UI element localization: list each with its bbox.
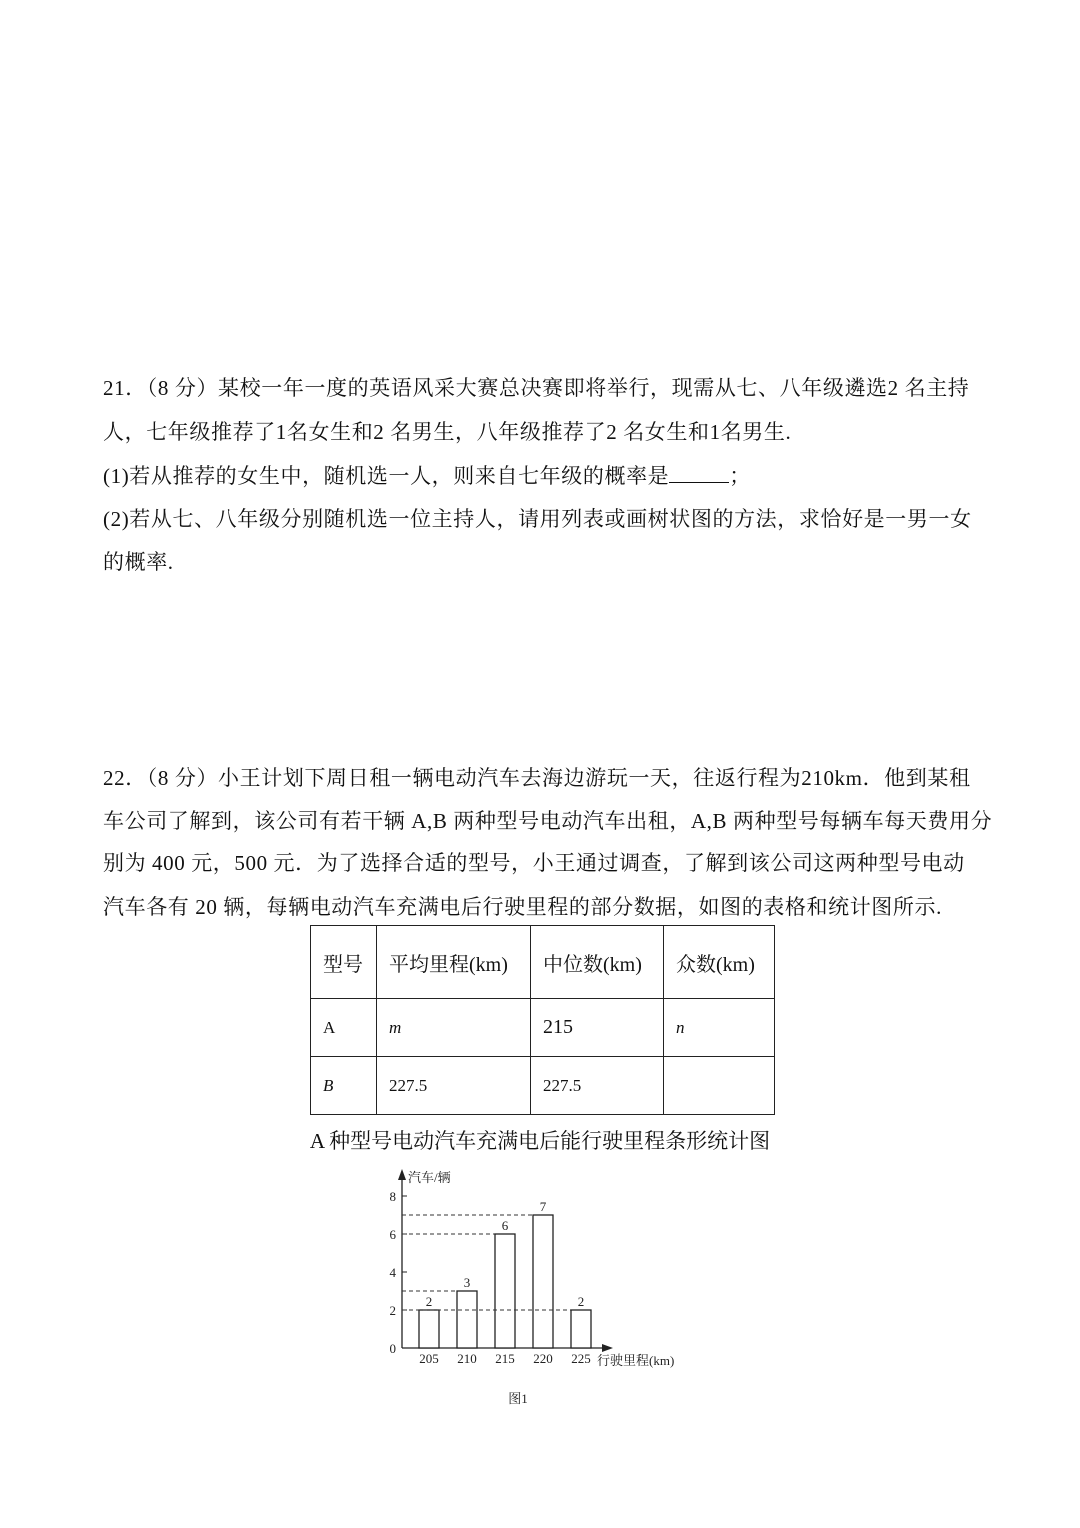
y-tick-label: 0 (389, 1341, 396, 1356)
q21-part-1-text: (1)若从推荐的女生中，随机选一人，则来自七年级的概率是 (103, 464, 670, 488)
bar (495, 1234, 515, 1348)
x-tick-label: 215 (495, 1351, 515, 1366)
table-cell: 215 (531, 999, 664, 1057)
y-axis-arrow-icon (398, 1169, 406, 1180)
q21-line-1: 21．（8 分）某校一年一度的英语风采大赛总决赛即将举行，现需从七、八年级遴选2 名主持 (103, 376, 970, 400)
x-tick-label: 210 (457, 1351, 477, 1366)
data-label: 2 (577, 1294, 585, 1309)
y-axis-label: 汽车/辆 (408, 1170, 451, 1185)
bar (457, 1291, 477, 1348)
y-tick-label: 2 (389, 1303, 396, 1318)
header-cell: 型号 (311, 926, 377, 999)
y-tick-label: 4 (389, 1265, 396, 1280)
semicolon: ； (729, 464, 751, 488)
q22-line-4: 汽车各有 20 辆，每辆电动汽车充满电后行驶里程的部分数据，如图的表格和统计图所示. (103, 895, 942, 919)
x-tick-label: 225 (571, 1351, 591, 1366)
x-axis-label: 行驶里程(km) (597, 1353, 675, 1368)
bar (533, 1215, 553, 1348)
bar (419, 1310, 439, 1348)
x-tick-label: 220 (533, 1351, 553, 1366)
table-cell: A (311, 999, 377, 1057)
x-axis-arrow-icon (602, 1344, 613, 1352)
y-tick-label: 8 (389, 1189, 396, 1204)
y-tick-label: 6 (389, 1227, 396, 1242)
figure-label: 图1 (508, 1391, 528, 1406)
data-label: 7 (539, 1199, 547, 1214)
q21-line-2: 人，七年级推荐了1名女生和2 名男生，八年级推荐了2 名女生和1名男生. (103, 420, 792, 444)
data-label: 2 (425, 1294, 433, 1309)
q21-part-2: (2)若从七、八年级分别随机选一位主持人，请用列表或画树状图的方法，求恰好是一男一女 (103, 507, 972, 531)
data-label: 6 (501, 1218, 509, 1233)
bar (571, 1310, 591, 1348)
table-cell: n (664, 999, 775, 1057)
data-label: 3 (463, 1275, 471, 1290)
q21-line-5: 的概率. (103, 550, 174, 574)
header-cell: 众数(km) (664, 926, 775, 999)
q22-line-2: 车公司了解到，该公司有若干辆 A,B 两种型号电动汽车出租，A,B 两种型号每辆车每天费用分 (103, 809, 993, 833)
table-cell: B (311, 1057, 377, 1115)
q22-line-1: 22．（8 分）小王计划下周日租一辆电动汽车去海边游玩一天，往返行程为210km．他到某租 (103, 766, 971, 790)
chart-caption: A 种型号电动汽车充满电后能行驶里程条形统计图 (309, 1129, 771, 1153)
table-cell: 227.5 (531, 1057, 664, 1115)
x-tick-label: 205 (419, 1351, 439, 1366)
header-cell: 平均里程(km) (377, 926, 531, 999)
header-cell: 中位数(km) (531, 926, 664, 999)
table-cell: m (377, 999, 531, 1057)
q22-line-3: 别为 400 元，500 元．为了选择合适的型号，小王通过调查，了解到该公司这两种型号电动 (103, 851, 965, 875)
table-cell: 227.5 (377, 1057, 531, 1115)
